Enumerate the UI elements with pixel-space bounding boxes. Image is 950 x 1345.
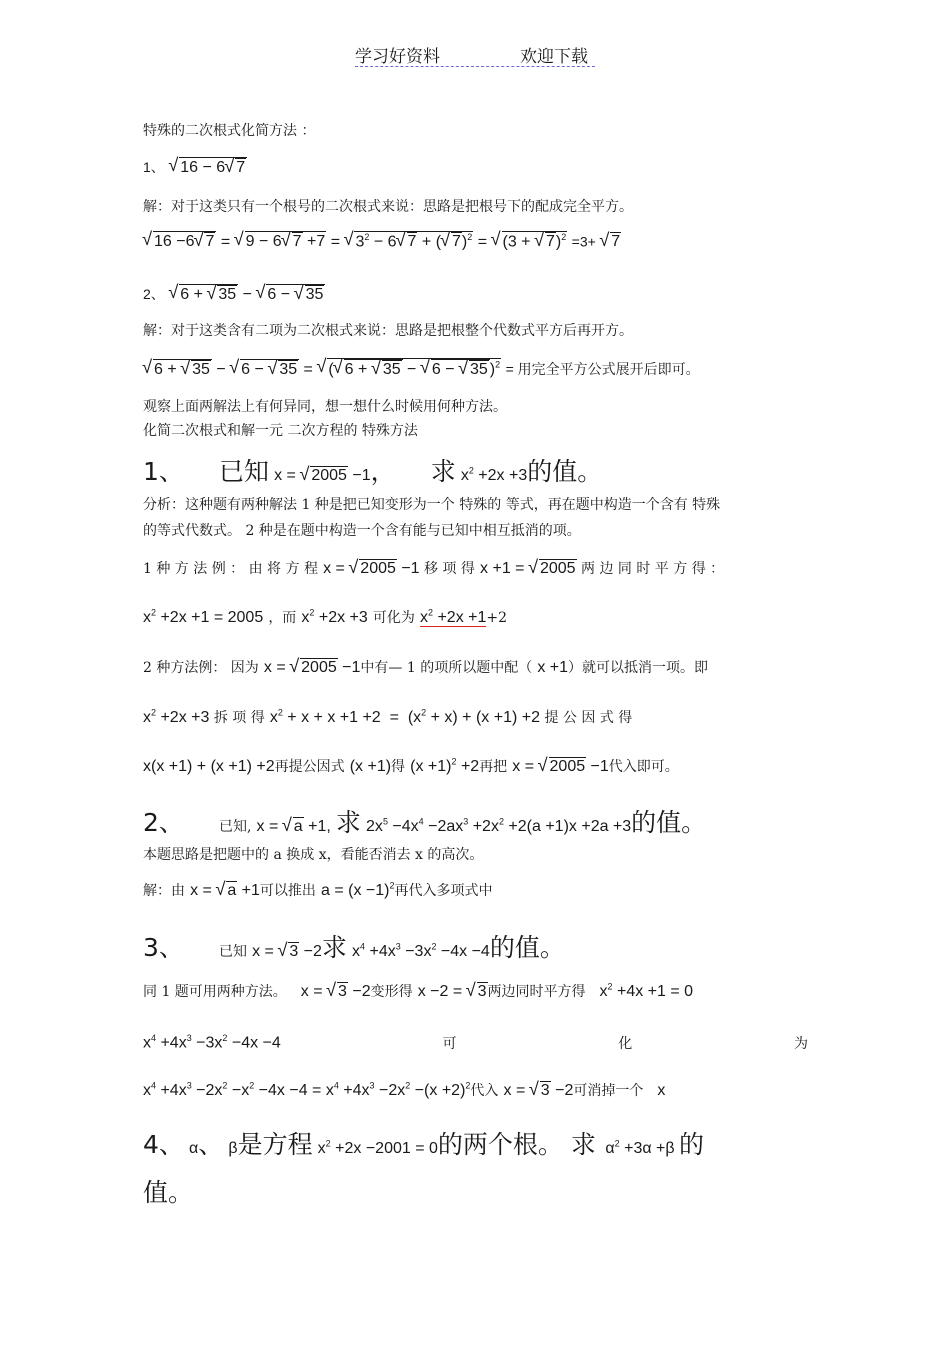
analysis-2: 的等式代数式。 2 种是在题中构造一个含有能与已知中相互抵消的项。 (143, 523, 581, 539)
eq2-line: √ 6 + √ 35 − √ 6 − √ 35 = √ (√ 6 + √ 35 − √ 6 − √ 35 )$^2$ = 用完全平方公式展开后即可。 (143, 358, 700, 379)
problem3-line3: $x^4 +4x^3 -3x^2 -4x -4$ 可 化 为 (143, 1033, 808, 1052)
analysis-1: 分析：这种题有两种解法 1 种是把已知变形为一个 特殊的 等式，再在题中构造一个含有 特殊 (143, 497, 721, 513)
sol1-line: 解：对于这类只有一个根号的二次根式来说：思路是把根号下的配成完全平方。 (143, 199, 633, 215)
q2-line: 2、 √ 6 + √ 35 − √ 6 − √ 35 (143, 284, 325, 304)
header-left: 学习好资料 (355, 47, 440, 67)
observe-line: 观察上面两解法上有何异同，想一想什么时候用何种方法。 (143, 399, 507, 415)
problem3: 3、 已知 x = √ 3 −2求 $x^4 +4x^3 -3x^2 -4x -4$的值。 (143, 928, 565, 964)
problem2: 2、 已知, x = √ a +1, 求 $2x^5 -4x^4 -2ax^3 +2x^2 +2(a +1)x +2a +3$的值。 (143, 803, 706, 839)
problem3-line2: 同 1 题可用两种方法。 x = √ 3 −2变形得 x −2 = √ 3两边同时平方得 $x^2 +4x +1 = 0$ (143, 981, 693, 1001)
page-header (355, 40, 595, 67)
problem3-line4: $x^4 +4x^3 -2x^2 -x^2 -4x -4 = x^4 +4x^3 -2x^2 -(x +2)^2$代入 x = √ 3 −2可消掉一个 x (143, 1080, 665, 1100)
q1-line: 1、 √ 16 − 6√ 7 (143, 157, 247, 177)
problem4-tail: 值。 (143, 1178, 194, 1207)
method1-line: 1 种 方 法 例 ： 由 将 方 程 x = √ 2005 −1 移 项 得 x +1 = √ 2005 两 边 同 时 平 方 得 ： (143, 558, 724, 578)
method2-line: 2 种方法例： 因为 x = √ 2005 −1中有— 1 的项所以题中配（ x +1）就可以抵消一项。即 (143, 657, 708, 677)
eq1-line: √ 16 −6√ 7 = √ 9 − 6√ 7 +7 = √ $3^2 - 6√$ 7 + (√ 7)$^2$ = √ (3 + √ 7)$^2$ =3+ √ 7 (143, 231, 621, 252)
problem2-note: 本题思路是把题中的 a 换成 x，看能否消去 x 的高次。 (143, 847, 484, 863)
method2-line3: x(x +1) + (x +1) +2再提公因式 (x +1)得 $(x +1)^2 +2$再把 x = √ 2005 −1代入即可。 (143, 756, 679, 776)
section-title: 化简二次根式和解一元 二次方程的 特殊方法 (143, 423, 418, 439)
problem4: 4、 α、 β是方程 $x^2 +2x -2001 = 0$的两个根。 求 $\alpha^2 +3\alpha +\beta$ 的 (143, 1130, 705, 1159)
method2-line2: $x^2 +2x +3$ 拆 项 得 $x^2 + x + x +1 +2 = (x^2 + x) + (x +1) +2$ 提 公 因 式 得 (143, 707, 633, 726)
problem1: 1、 已知 x = √ 2005 −1， 求 $x^2 +2x +3$的值。 (143, 452, 602, 488)
problem2-solution: 解：由 x = √ a +1可以推出 $a = (x -1)^2$再代入多项式中 (143, 880, 493, 900)
method1-line2: $x^2 +2x +1 = 2005$ ，而 $x^2 +2x +3$ 可化为 $x^2 +2x +1+2$ (143, 607, 508, 626)
header-right: 欢迎下载 (520, 47, 588, 67)
doc-title: 特殊的二次根式化简方法 ： (143, 123, 316, 139)
sol2-line: 解：对于这类含有二项为二次根式来说：思路是把根整个代数式平方后再开方。 (143, 323, 633, 339)
